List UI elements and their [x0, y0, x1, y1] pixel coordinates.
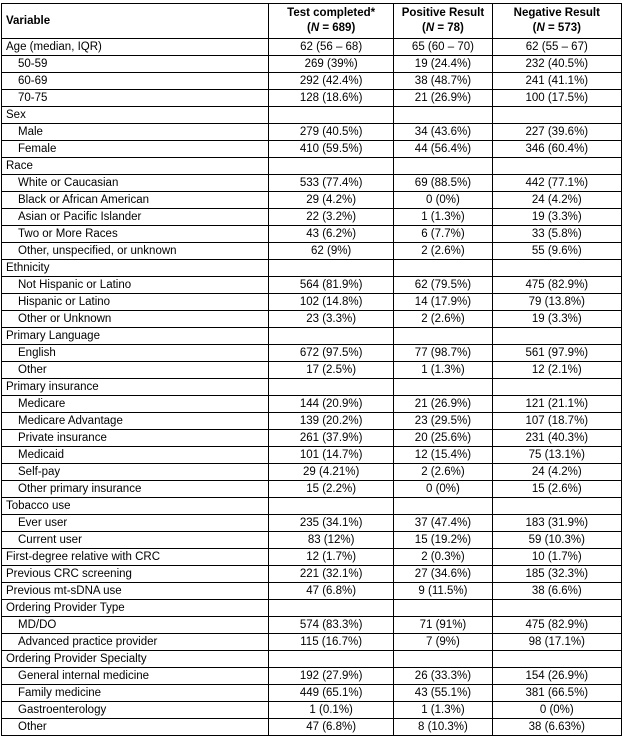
header-negative-result-n: (N = 573) — [532, 22, 581, 34]
table-row — [2, 600, 622, 617]
header-test-completed-label: Test completed* — [287, 7, 376, 19]
row-label: Race — [2, 158, 269, 175]
cell-positive-result — [394, 651, 492, 668]
cell-positive-result: 0 (0%) — [394, 481, 492, 498]
cell-negative-result: 346 (60.4%) — [492, 141, 621, 158]
cell-positive-result: 34 (43.6%) — [394, 124, 492, 141]
table-row — [2, 566, 622, 583]
cell-test-completed: 279 (40.5%) — [269, 124, 394, 141]
row-sublabel: Medicare — [2, 396, 269, 413]
cell-test-completed: 47 (6.8%) — [269, 719, 394, 736]
row-sublabel: Other, unspecified, or unknown — [2, 243, 269, 260]
cell-positive-result — [394, 158, 492, 175]
cell-positive-result: 37 (47.4%) — [394, 515, 492, 532]
cell-test-completed: 17 (2.5%) — [269, 362, 394, 379]
row-label: Previous CRC screening — [2, 566, 269, 583]
cell-test-completed: 47 (6.8%) — [269, 583, 394, 600]
table-row — [2, 464, 622, 481]
cell-negative-result: 231 (40.3%) — [492, 430, 621, 447]
row-label: Age (median, IQR) — [2, 39, 269, 56]
cell-negative-result: 100 (17.5%) — [492, 90, 621, 107]
row-sublabel: Family medicine — [2, 685, 269, 702]
cell-test-completed: 101 (14.7%) — [269, 447, 394, 464]
table-row — [2, 379, 622, 396]
table-row — [2, 515, 622, 532]
cell-test-completed: 221 (32.1%) — [269, 566, 394, 583]
cell-positive-result: 2 (2.6%) — [394, 311, 492, 328]
row-label: Ethnicity — [2, 260, 269, 277]
row-sublabel: Hispanic or Latino — [2, 294, 269, 311]
table-row — [2, 447, 622, 464]
table-row — [2, 277, 622, 294]
cell-negative-result: 75 (13.1%) — [492, 447, 621, 464]
cell-negative-result: 12 (2.1%) — [492, 362, 621, 379]
cell-positive-result: 65 (60 – 70) — [394, 39, 492, 56]
row-sublabel: White or Caucasian — [2, 175, 269, 192]
table-row — [2, 243, 622, 260]
cell-test-completed — [269, 260, 394, 277]
table-header — [2, 4, 622, 39]
cell-negative-result — [492, 158, 621, 175]
row-sublabel: Other or Unknown — [2, 311, 269, 328]
header-positive-result — [394, 4, 492, 39]
cell-negative-result: 62 (55 – 67) — [492, 39, 621, 56]
row-sublabel: English — [2, 345, 269, 362]
cell-negative-result: 79 (13.8%) — [492, 294, 621, 311]
cell-negative-result: 19 (3.3%) — [492, 209, 621, 226]
table-row — [2, 141, 622, 158]
cell-positive-result: 43 (55.1%) — [394, 685, 492, 702]
cell-negative-result: 381 (66.5%) — [492, 685, 621, 702]
cell-positive-result: 12 (15.4%) — [394, 447, 492, 464]
cell-test-completed — [269, 328, 394, 345]
row-label: Primary Language — [2, 328, 269, 345]
cell-positive-result: 21 (26.9%) — [394, 90, 492, 107]
row-sublabel: Not Hispanic or Latino — [2, 277, 269, 294]
cell-positive-result: 1 (1.3%) — [394, 702, 492, 719]
cell-negative-result: 38 (6.63%) — [492, 719, 621, 736]
cell-negative-result: 121 (21.1%) — [492, 396, 621, 413]
table-row — [2, 56, 622, 73]
cell-positive-result: 19 (24.4%) — [394, 56, 492, 73]
cell-positive-result: 2 (0.3%) — [394, 549, 492, 566]
cell-test-completed: 449 (65.1%) — [269, 685, 394, 702]
cell-negative-result — [492, 651, 621, 668]
cell-negative-result: 38 (6.6%) — [492, 583, 621, 600]
data-table — [1, 3, 622, 736]
row-sublabel: Ever user — [2, 515, 269, 532]
cell-positive-result: 1 (1.3%) — [394, 362, 492, 379]
cell-test-completed: 533 (77.4%) — [269, 175, 394, 192]
table-row — [2, 413, 622, 430]
cell-negative-result: 107 (18.7%) — [492, 413, 621, 430]
table-row — [2, 651, 622, 668]
table-row — [2, 481, 622, 498]
row-label: Primary insurance — [2, 379, 269, 396]
cell-negative-result — [492, 600, 621, 617]
cell-test-completed: 269 (39%) — [269, 56, 394, 73]
row-label: Ordering Provider Type — [2, 600, 269, 617]
cell-test-completed: 1 (0.1%) — [269, 702, 394, 719]
cell-positive-result: 14 (17.9%) — [394, 294, 492, 311]
cell-positive-result — [394, 328, 492, 345]
cell-test-completed: 235 (34.1%) — [269, 515, 394, 532]
cell-negative-result: 475 (82.9%) — [492, 617, 621, 634]
cell-negative-result: 24 (4.2%) — [492, 192, 621, 209]
header-test-completed-n: (N = 689) — [307, 22, 356, 34]
cell-negative-result: 10 (1.7%) — [492, 549, 621, 566]
row-sublabel: Current user — [2, 532, 269, 549]
table-row — [2, 345, 622, 362]
cell-positive-result: 69 (88.5%) — [394, 175, 492, 192]
cell-test-completed: 22 (3.2%) — [269, 209, 394, 226]
cell-test-completed: 410 (59.5%) — [269, 141, 394, 158]
cell-negative-result: 0 (0%) — [492, 702, 621, 719]
cell-positive-result — [394, 600, 492, 617]
cell-positive-result: 21 (26.9%) — [394, 396, 492, 413]
cell-positive-result: 2 (2.6%) — [394, 243, 492, 260]
cell-positive-result: 44 (56.4%) — [394, 141, 492, 158]
cell-positive-result — [394, 498, 492, 515]
cell-negative-result: 59 (10.3%) — [492, 532, 621, 549]
cell-negative-result: 55 (9.6%) — [492, 243, 621, 260]
cell-positive-result: 7 (9%) — [394, 634, 492, 651]
cell-negative-result: 15 (2.6%) — [492, 481, 621, 498]
cell-test-completed: 29 (4.21%) — [269, 464, 394, 481]
row-sublabel: Black or African American — [2, 192, 269, 209]
cell-positive-result: 23 (29.5%) — [394, 413, 492, 430]
cell-positive-result: 1 (1.3%) — [394, 209, 492, 226]
cell-negative-result: 24 (4.2%) — [492, 464, 621, 481]
row-sublabel: General internal medicine — [2, 668, 269, 685]
table-row — [2, 532, 622, 549]
cell-negative-result: 227 (39.6%) — [492, 124, 621, 141]
cell-test-completed: 139 (20.2%) — [269, 413, 394, 430]
cell-test-completed: 144 (20.9%) — [269, 396, 394, 413]
row-sublabel: Female — [2, 141, 269, 158]
header-positive-result-label: Positive Result — [401, 7, 485, 19]
cell-negative-result: 183 (31.9%) — [492, 515, 621, 532]
cell-positive-result: 38 (48.7%) — [394, 73, 492, 90]
row-sublabel: Medicaid — [2, 447, 269, 464]
table-row — [2, 226, 622, 243]
cell-negative-result: 561 (97.9%) — [492, 345, 621, 362]
cell-negative-result: 241 (41.1%) — [492, 73, 621, 90]
table-row — [2, 328, 622, 345]
header-row — [2, 4, 622, 39]
table-row — [2, 362, 622, 379]
table-row — [2, 719, 622, 736]
cell-test-completed: 115 (16.7%) — [269, 634, 394, 651]
table-row — [2, 73, 622, 90]
row-sublabel: Other — [2, 719, 269, 736]
row-sublabel: Advanced practice provider — [2, 634, 269, 651]
cell-test-completed: 192 (27.9%) — [269, 668, 394, 685]
table-row — [2, 158, 622, 175]
row-label: Ordering Provider Specialty — [2, 651, 269, 668]
table-row — [2, 430, 622, 447]
cell-test-completed — [269, 498, 394, 515]
cell-test-completed: 574 (83.3%) — [269, 617, 394, 634]
table-row — [2, 634, 622, 651]
cell-test-completed: 564 (81.9%) — [269, 277, 394, 294]
cell-test-completed: 102 (14.8%) — [269, 294, 394, 311]
cell-positive-result: 77 (98.7%) — [394, 345, 492, 362]
cell-positive-result: 0 (0%) — [394, 192, 492, 209]
cell-negative-result — [492, 107, 621, 124]
row-sublabel: Gastroenterology — [2, 702, 269, 719]
table-row — [2, 685, 622, 702]
cell-positive-result: 2 (2.6%) — [394, 464, 492, 481]
cell-test-completed: 62 (9%) — [269, 243, 394, 260]
row-sublabel: Male — [2, 124, 269, 141]
cell-positive-result — [394, 260, 492, 277]
table-row — [2, 124, 622, 141]
cell-test-completed — [269, 600, 394, 617]
cell-positive-result: 9 (11.5%) — [394, 583, 492, 600]
row-sublabel: Asian or Pacific Islander — [2, 209, 269, 226]
row-sublabel: 50-59 — [2, 56, 269, 73]
header-negative-result-label: Negative Result — [513, 7, 600, 19]
cell-positive-result — [394, 107, 492, 124]
cell-test-completed — [269, 651, 394, 668]
table-row — [2, 175, 622, 192]
table-row — [2, 702, 622, 719]
table-row — [2, 311, 622, 328]
row-sublabel: Other primary insurance — [2, 481, 269, 498]
row-sublabel: 70-75 — [2, 90, 269, 107]
cell-positive-result: 8 (10.3%) — [394, 719, 492, 736]
table-body — [2, 39, 622, 736]
cell-negative-result — [492, 498, 621, 515]
cell-test-completed: 23 (3.3%) — [269, 311, 394, 328]
header-positive-result-n: (N = 78) — [421, 22, 464, 34]
cell-negative-result — [492, 260, 621, 277]
cell-test-completed — [269, 158, 394, 175]
table-row — [2, 549, 622, 566]
cell-test-completed: 62 (56 – 68) — [269, 39, 394, 56]
cell-positive-result: 27 (34.6%) — [394, 566, 492, 583]
cell-negative-result: 442 (77.1%) — [492, 175, 621, 192]
cell-positive-result: 26 (33.3%) — [394, 668, 492, 685]
cell-positive-result: 71 (91%) — [394, 617, 492, 634]
table-row — [2, 498, 622, 515]
table-row — [2, 39, 622, 56]
cell-negative-result: 232 (40.5%) — [492, 56, 621, 73]
cell-test-completed: 43 (6.2%) — [269, 226, 394, 243]
table-row — [2, 617, 622, 634]
table-row — [2, 668, 622, 685]
cell-negative-result: 33 (5.8%) — [492, 226, 621, 243]
row-label: Tobacco use — [2, 498, 269, 515]
cell-negative-result — [492, 379, 621, 396]
cell-positive-result — [394, 379, 492, 396]
row-sublabel: Other — [2, 362, 269, 379]
table-row — [2, 107, 622, 124]
cell-negative-result: 185 (32.3%) — [492, 566, 621, 583]
cell-positive-result: 62 (79.5%) — [394, 277, 492, 294]
cell-test-completed: 261 (37.9%) — [269, 430, 394, 447]
row-sublabel: 60-69 — [2, 73, 269, 90]
row-sublabel: Two or More Races — [2, 226, 269, 243]
row-label: First-degree relative with CRC — [2, 549, 269, 566]
table-row — [2, 396, 622, 413]
row-label: Previous mt-sDNA use — [2, 583, 269, 600]
row-sublabel: MD/DO — [2, 617, 269, 634]
table-row — [2, 294, 622, 311]
cell-negative-result: 19 (3.3%) — [492, 311, 621, 328]
header-variable: Variable — [2, 4, 269, 39]
cell-positive-result: 20 (25.6%) — [394, 430, 492, 447]
cell-test-completed: 12 (1.7%) — [269, 549, 394, 566]
cell-negative-result: 154 (26.9%) — [492, 668, 621, 685]
table-row — [2, 583, 622, 600]
table-row — [2, 260, 622, 277]
cell-test-completed: 83 (12%) — [269, 532, 394, 549]
row-sublabel: Private insurance — [2, 430, 269, 447]
header-test-completed — [269, 4, 394, 39]
row-sublabel: Self-pay — [2, 464, 269, 481]
row-label: Sex — [2, 107, 269, 124]
row-sublabel: Medicare Advantage — [2, 413, 269, 430]
cell-negative-result — [492, 328, 621, 345]
cell-test-completed: 672 (97.5%) — [269, 345, 394, 362]
cell-negative-result: 98 (17.1%) — [492, 634, 621, 651]
cell-test-completed — [269, 107, 394, 124]
cell-negative-result: 475 (82.9%) — [492, 277, 621, 294]
cell-test-completed: 15 (2.2%) — [269, 481, 394, 498]
table-row — [2, 209, 622, 226]
table-row — [2, 192, 622, 209]
cell-test-completed — [269, 379, 394, 396]
header-negative-result — [492, 4, 621, 39]
cell-test-completed: 292 (42.4%) — [269, 73, 394, 90]
cell-positive-result: 6 (7.7%) — [394, 226, 492, 243]
cell-test-completed: 128 (18.6%) — [269, 90, 394, 107]
cell-positive-result: 15 (19.2%) — [394, 532, 492, 549]
table-row — [2, 90, 622, 107]
cell-test-completed: 29 (4.2%) — [269, 192, 394, 209]
